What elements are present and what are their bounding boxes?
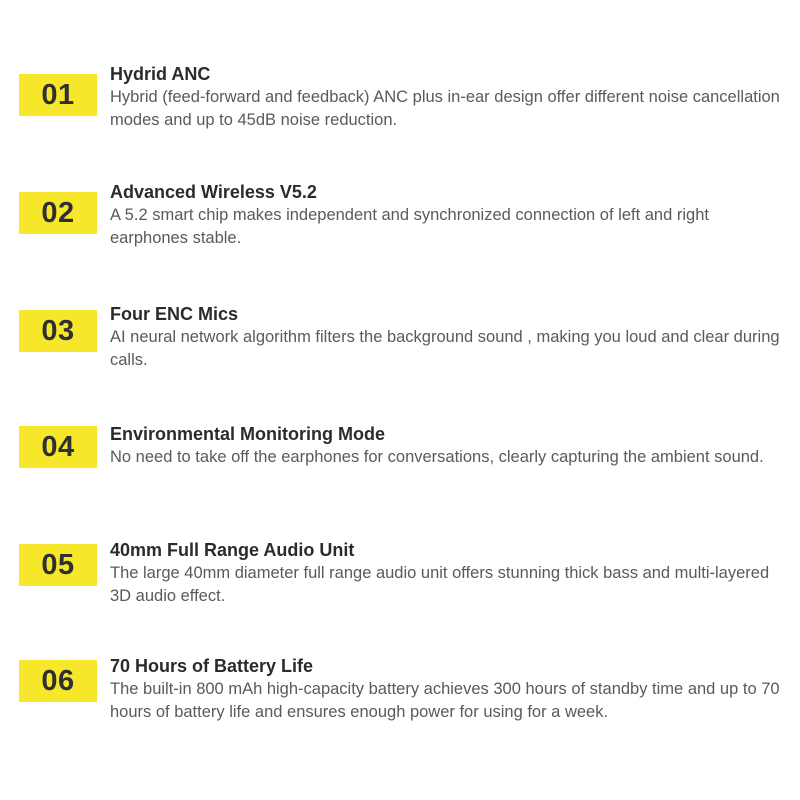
feature-text <box>110 62 782 132</box>
badge-number: 02 <box>41 196 75 229</box>
feature-description: The large 40mm diameter full range audio unit offers stunning thick bass and multi-layered 3D audio effect. <box>110 564 770 605</box>
badge-number: 05 <box>41 548 75 581</box>
feature-text <box>110 180 782 250</box>
feature-title: 40mm Full Range Audio Unit <box>110 540 355 560</box>
feature-text <box>110 302 782 372</box>
feature-title: Four ENC Mics <box>110 304 239 324</box>
feature-description: A 5.2 smart chip makes independent and synchronized connection of left and right earphones stable. <box>110 206 709 247</box>
badge-number: 06 <box>41 664 75 697</box>
feature-title: Hydrid ANC <box>110 64 211 84</box>
badge-number: 04 <box>41 430 75 463</box>
feature-description: No need to take off the earphones for conversations, clearly capturing the ambient sound. <box>110 448 764 466</box>
feature-description: The built-in 800 mAh high-capacity battery achieves 300 hours of standby time and up to 70 hours of battery life and ensures enough power for using for a week. <box>110 680 780 721</box>
feature-text <box>110 422 782 469</box>
badge-number: 03 <box>41 314 75 347</box>
feature-description: AI neural network algorithm filters the background sound , making you loud and clear during calls. <box>110 328 780 369</box>
feature-description: Hybrid (feed-forward and feedback) ANC plus in-ear design offer different noise cancellation modes and up to 45dB noise reduction. <box>110 88 780 129</box>
number-badge <box>19 544 97 586</box>
feature-text <box>110 538 782 608</box>
number-badge <box>19 74 97 116</box>
badge-number: 01 <box>41 78 75 111</box>
feature-title: 70 Hours of Battery Life <box>110 656 314 676</box>
number-badge <box>19 660 97 702</box>
number-badge <box>19 192 97 234</box>
number-badge <box>19 310 97 352</box>
feature-text <box>110 654 782 724</box>
number-badge <box>19 426 97 468</box>
feature-title: Advanced Wireless V5.2 <box>110 182 317 202</box>
feature-title: Environmental Monitoring Mode <box>110 424 385 444</box>
